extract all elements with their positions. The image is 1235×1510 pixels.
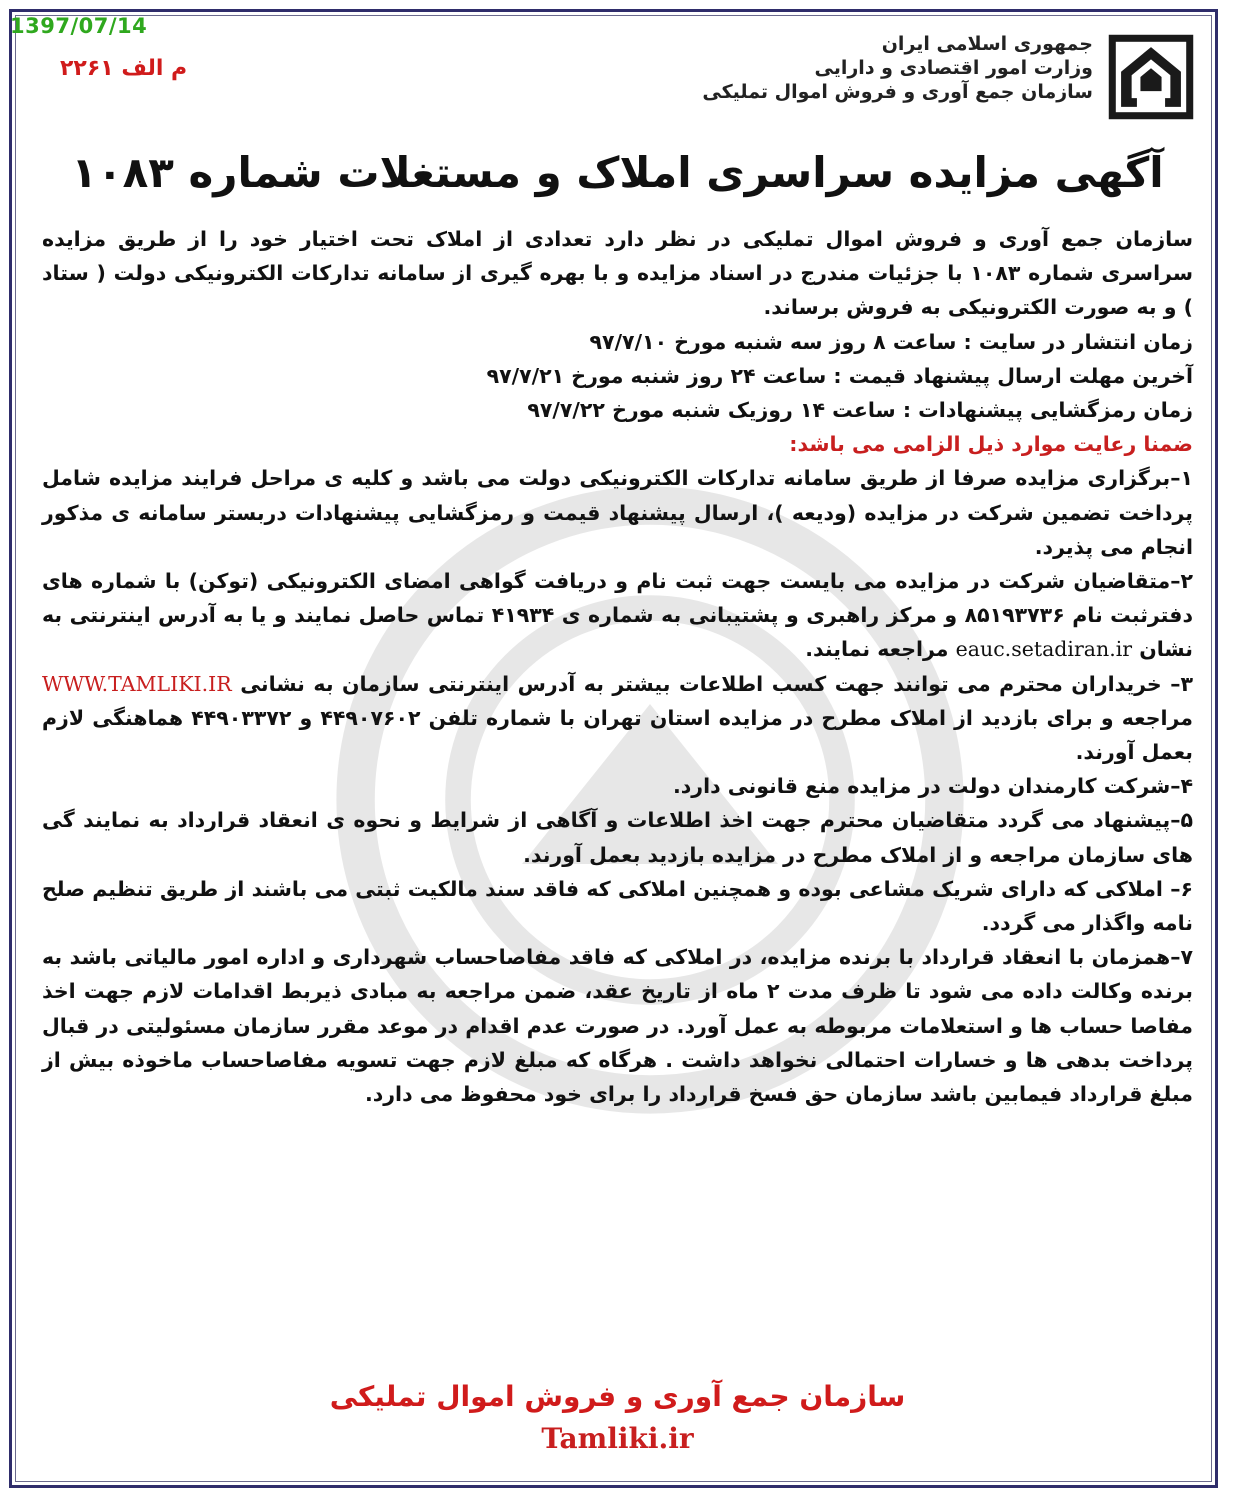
item-2-tail: مراجعه نمایند. [805,637,949,662]
item-3-text: ۳– خریداران محترم می توانند جهت کسب اطلاعات بیشتر به آدرس اینترنتی سازمان به نشانی [240,671,1193,696]
reference-code: م الف ۲۲۶۱ [60,56,188,81]
notice-heading: ضمنا رعایت موارد ذیل الزامی می باشد: [789,432,1193,457]
schedule-deadline: آخرین مهلت ارسال پیشنهاد قیمت : ساعت ۲۴ روز شنبه مورخ ۹۷/۷/۲۱ [486,363,1193,388]
item-4: ۴–شرکت کارمندان دولت در مزایده منع قانونی دارد. [672,774,1193,799]
item-2-text: ۲–متقاضیان شرکت در مزایده می بایست جهت ثبت نام و دریافت گواهی امضای الکترونیکی (توکن) با شماره های دفترثبت نام ۸۵۱۹۳۷۳۶ و مرکز راهبری و پشتیبانی به شماره ی ۴۱۹۳۴ تماس حاصل نمایند و یا به آدرس اینترنتی به نشان [42,569,1193,662]
notice-title: آگهی مزایده سراسری املاک و مستغلات شماره ۱۰۸۳ [71,148,1164,197]
tamliki-org-logo-icon [1107,33,1195,121]
schedule-publish: زمان انتشار در سایت : ساعت ۸ روز سه شنبه مورخ ۹۷/۷/۱۰ [589,329,1193,354]
org-line-organization: سازمان جمع آوری و فروش اموال تملیکی [702,81,1093,103]
tamliki-link[interactable]: WWW.TAMLIKI.IR [42,671,232,696]
intro-paragraph: سازمان جمع آوری و فروش اموال تملیکی در نظر دارد تعدادی از املاک تحت اختیار خود را از طریق مزایده سراسری شماره ۱۰۸۳ با جزئیات مندرج در اسناد مزایده و با بهره گیری از سامانه تدارکات الکترونیکی دولت ( ستاد ) و به صورت الکترونیکی به فروش برساند. [42,227,1194,320]
footer-organization: سازمان جمع آوری و فروش اموال تملیکی [329,1380,906,1413]
issuing-organization [702,32,1093,104]
notice-body [42,222,1193,1111]
org-line-country: جمهوری اسلامی ایران [881,33,1093,55]
item-1: ۱–برگزاری مزایده صرفا از طریق سامانه تدارکات الکترونیکی دولت می باشد و کلیه ی مراحل فرایند مزایده شامل پرداخت تضمین شرکت در مزایده (ودیعه )، ارسال پیشنهاد قیمت و رمزگشایی پیشنهادات دربستر سامانه ی مذکور انجام می پذیرد. [42,466,1193,559]
footer-website[interactable]: Tamliki.ir [541,1422,694,1455]
date-stamp: 1397/07/14 [10,14,148,38]
item-6: ۶– املاکی که دارای شریک مشاعی بوده و همچنین املاکی که فاقد سند مالکیت ثبتی می باشند از طریق تنظیم صلح نامه واگذار می گردد. [42,876,1193,936]
org-line-ministry: وزارت امور اقتصادی و دارایی [814,57,1093,79]
item-7: ۷–همزمان با انعقاد قرارداد با برنده مزایده، در املاکی که فاقد مفاصاحساب شهرداری و اداره امور مالیاتی باشد به برنده وکالت داده می شود تا ظرف مدت ۲ ماه از تاریخ عقد، ضمن مراجعه به مبادی ذیربط اقدامات لازم جهت اخذ مفاصا حساب ها و استعلامات مربوطه به عمل آورد. در صورت عدم اقدام در موعد مقرر سازمان مسئولیتی در قبال پرداخت بدهی ها و خسارات احتمالی نخواهد داشت . هرگاه که مبلغ لازم جهت تسویه مفاصاحساب ماخوذه بیش از مبلغ قرارداد فیمابین باشد سازمان حق فسخ قرارداد را برای خود محفوظ می دارد. [42,945,1193,1107]
item-5: ۵–پیشنهاد می گردد متقاضیان محترم جهت اخذ اطلاعات و آگاهی از شرایط و نحوه ی انعقاد قرارداد به نمایند گی های سازمان مراجعه و از املاک مطرح در مزایده بازدید بعمل آورند. [42,808,1193,867]
item-2 [42,564,1193,667]
item-3 [42,667,1193,770]
setad-link[interactable]: eauc.setadiran.ir [955,637,1133,662]
item-3-tail: مراجعه و برای بازدید از املاک مطرح در مزایده استان تهران با شماره تلفن ۴۴۹۰۷۶۰۲ و ۴۴۹۰۳۳۷۲ هماهنگی لازم بعمل آورند. [42,705,1193,765]
schedule-opening: زمان رمزگشایی پیشنهادات : ساعت ۱۴ روزیک شنبه مورخ ۹۷/۷/۲۲ [527,398,1193,423]
